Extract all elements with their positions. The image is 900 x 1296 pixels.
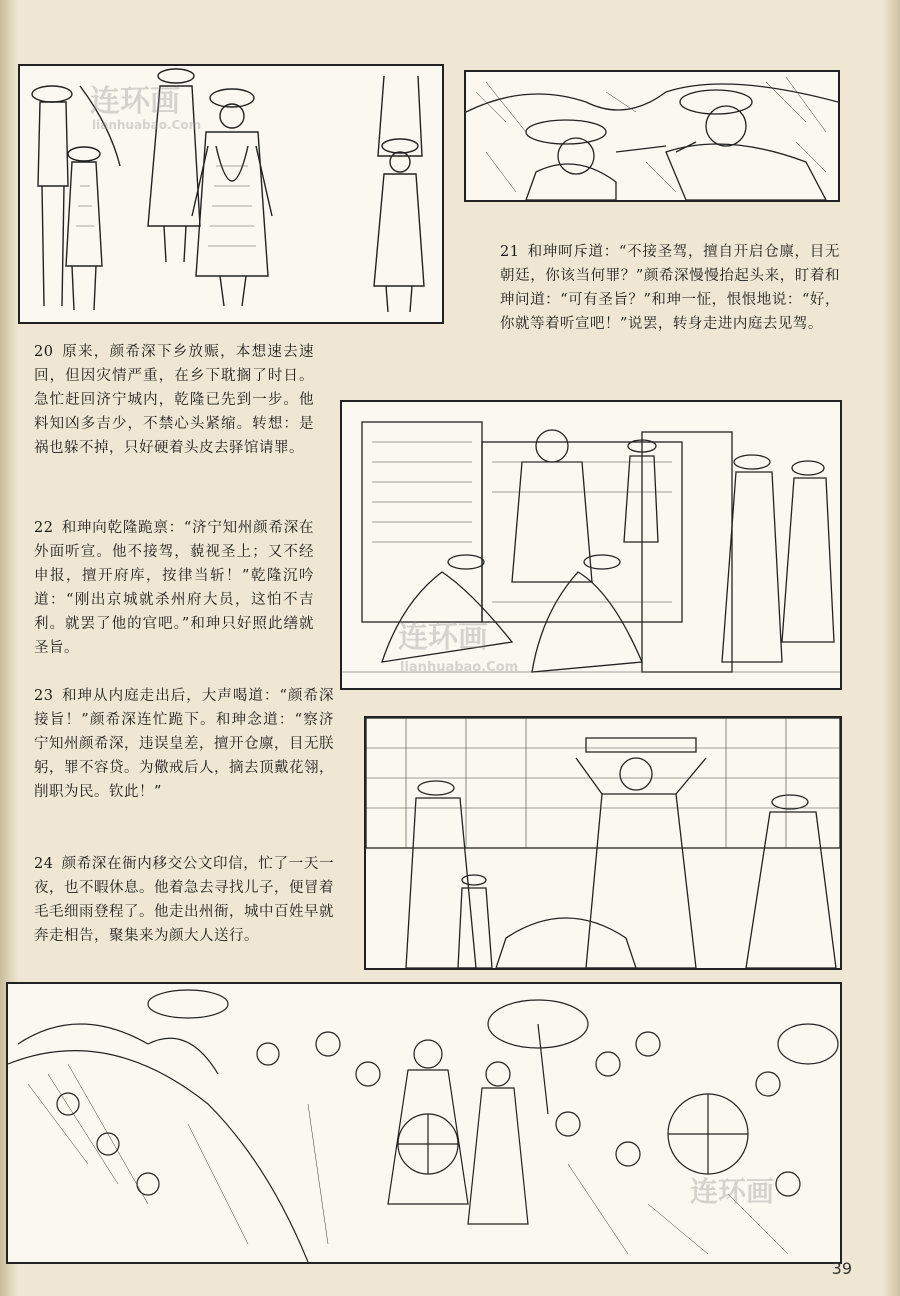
caption-text: 和珅呵斥道：“不接圣驾，擅自开启仓廪，目无朝廷，你该当何罪？”颜希深慢慢抬起头来，盯着和珅问道：“可有圣旨？”和珅一怔，恨恨地说：“好，你就等着听宣吧！”说罢，转身走进内庭去见驾。: [500, 244, 840, 332]
panel-23-illustration: [364, 716, 842, 970]
caption-20: [34, 340, 314, 460]
page-shadow-right: [882, 0, 900, 1296]
page-number: 39: [831, 1259, 852, 1278]
caption-number: 20: [34, 344, 54, 360]
watermark-url: lianhuabao.Com: [400, 660, 519, 675]
caption-22: [34, 516, 314, 660]
watermark-logo: 连环画: [690, 1175, 775, 1208]
watermark-logo: 连环画: [398, 620, 488, 655]
caption-text: 和珅从内庭走出后，大声喝道：“颜希深接旨！”颜希深连忙跪下。和珅念道：“察济宁知州颜希深，违误皇差，擅开仓廪，目无朕躬，罪不容贷。为儆戒后人，摘去顶戴花翎，削职为民。钦此！”: [34, 688, 334, 800]
caption-number: 24: [34, 856, 54, 872]
caption-text: 颜希深在衙内移交公文印信，忙了一天一夜，也不暇休息。他着急去寻找儿子，便冒着毛毛细雨登程了。他走出州衙，城中百姓早就奔走相告，聚集来为颜大人送行。: [34, 856, 334, 944]
panel-21-illustration: [464, 70, 840, 202]
caption-23: [34, 684, 334, 804]
caption-21: [500, 240, 840, 336]
caption-text: 和珅向乾隆跪禀：“济宁知州颜希深在外面听宣。他不接驾，藐视圣上；又不经申报，擅开府库，按律当斩！”乾隆沉吟道：“刚出京城就杀州府大员，这怕不吉利。就罢了他的官吧。”和珅只好照此缮就圣旨。: [34, 520, 314, 656]
watermark-logo: 连环画: [90, 84, 180, 119]
panel-24-illustration: [6, 982, 842, 1264]
caption-text: 原来，颜希深下乡放赈，本想速去速回，但因灾情严重，在乡下耽搁了时日。急忙赶回济宁城内，乾隆已先到一步。他料知凶多吉少，不禁心头紧缩。转想：是祸也躲不掉，只好硬着头皮去驿馆请罪。: [34, 344, 314, 456]
caption-number: 23: [34, 688, 54, 704]
panel-20-illustration: [18, 64, 444, 324]
caption-24: [34, 852, 334, 948]
caption-number: 22: [34, 520, 54, 536]
watermark-url: lianhuabao.Com: [92, 118, 202, 132]
caption-number: 21: [500, 244, 520, 260]
